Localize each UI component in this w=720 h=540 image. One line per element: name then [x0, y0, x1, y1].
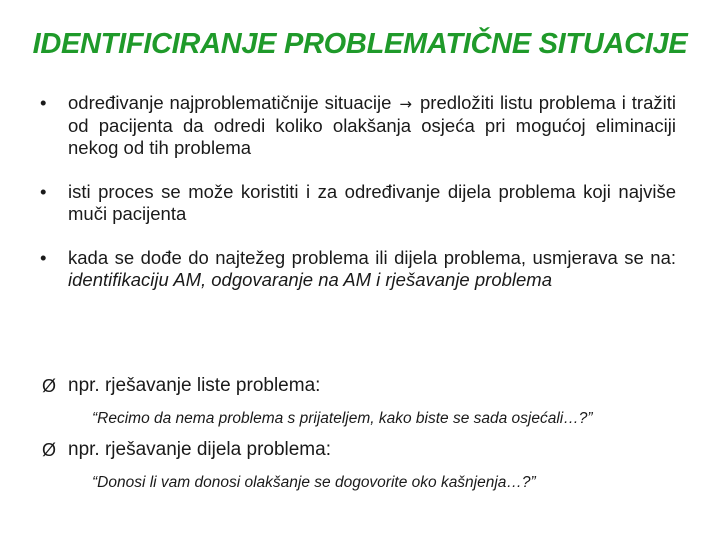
bullet-text: kada se dođe do najtežeg problema ili dijela problema, usmjerava se na: [68, 247, 676, 268]
example-block [36, 438, 686, 494]
bullet-text: isti proces se može koristiti i za određivanje dijela problema koji najviše muči pacijenta [68, 181, 676, 224]
bullet-text-italic: identifikaciju AM, odgovaranje na AM i rješavanje problema [68, 269, 552, 290]
arrow-right-icon: → [399, 95, 412, 113]
bullet-list [36, 92, 676, 291]
bullet-text-cont: predložiti listu problema i tražiti od pacijenta da odredi koliko olakšanja osjeća pri mogućoj eliminaciji nekog od tih problema [68, 92, 676, 158]
bullet-text: određivanje najproblematičnije situacije [68, 92, 392, 113]
example-quote: “Donosi li vam donosi olakšanje se dogovorite oko kašnjenja…?” [92, 474, 536, 491]
bullet-dot-icon: • [40, 181, 47, 202]
example-heading [36, 374, 686, 398]
bullet-dot-icon: • [40, 247, 47, 268]
slide-title: IDENTIFICIRANJE PROBLEMATIČNE SITUACIJE [32, 28, 688, 60]
arrowhead-bullet-icon: Ø [42, 440, 57, 460]
example-label: npr. rješavanje liste problema: [68, 375, 321, 396]
arrowhead-bullet-icon: Ø [42, 376, 57, 396]
bullet-item [36, 181, 676, 225]
bullet-item [36, 92, 676, 159]
bullet-dot-icon: • [40, 92, 47, 113]
example-quote: “Recimo da nema problema s prijateljem, kako biste se sada osjećali…?” [92, 410, 593, 427]
example-block [36, 374, 686, 430]
bullet-item [36, 247, 676, 291]
example-label: npr. rješavanje dijela problema: [68, 439, 331, 460]
example-heading [36, 438, 686, 462]
